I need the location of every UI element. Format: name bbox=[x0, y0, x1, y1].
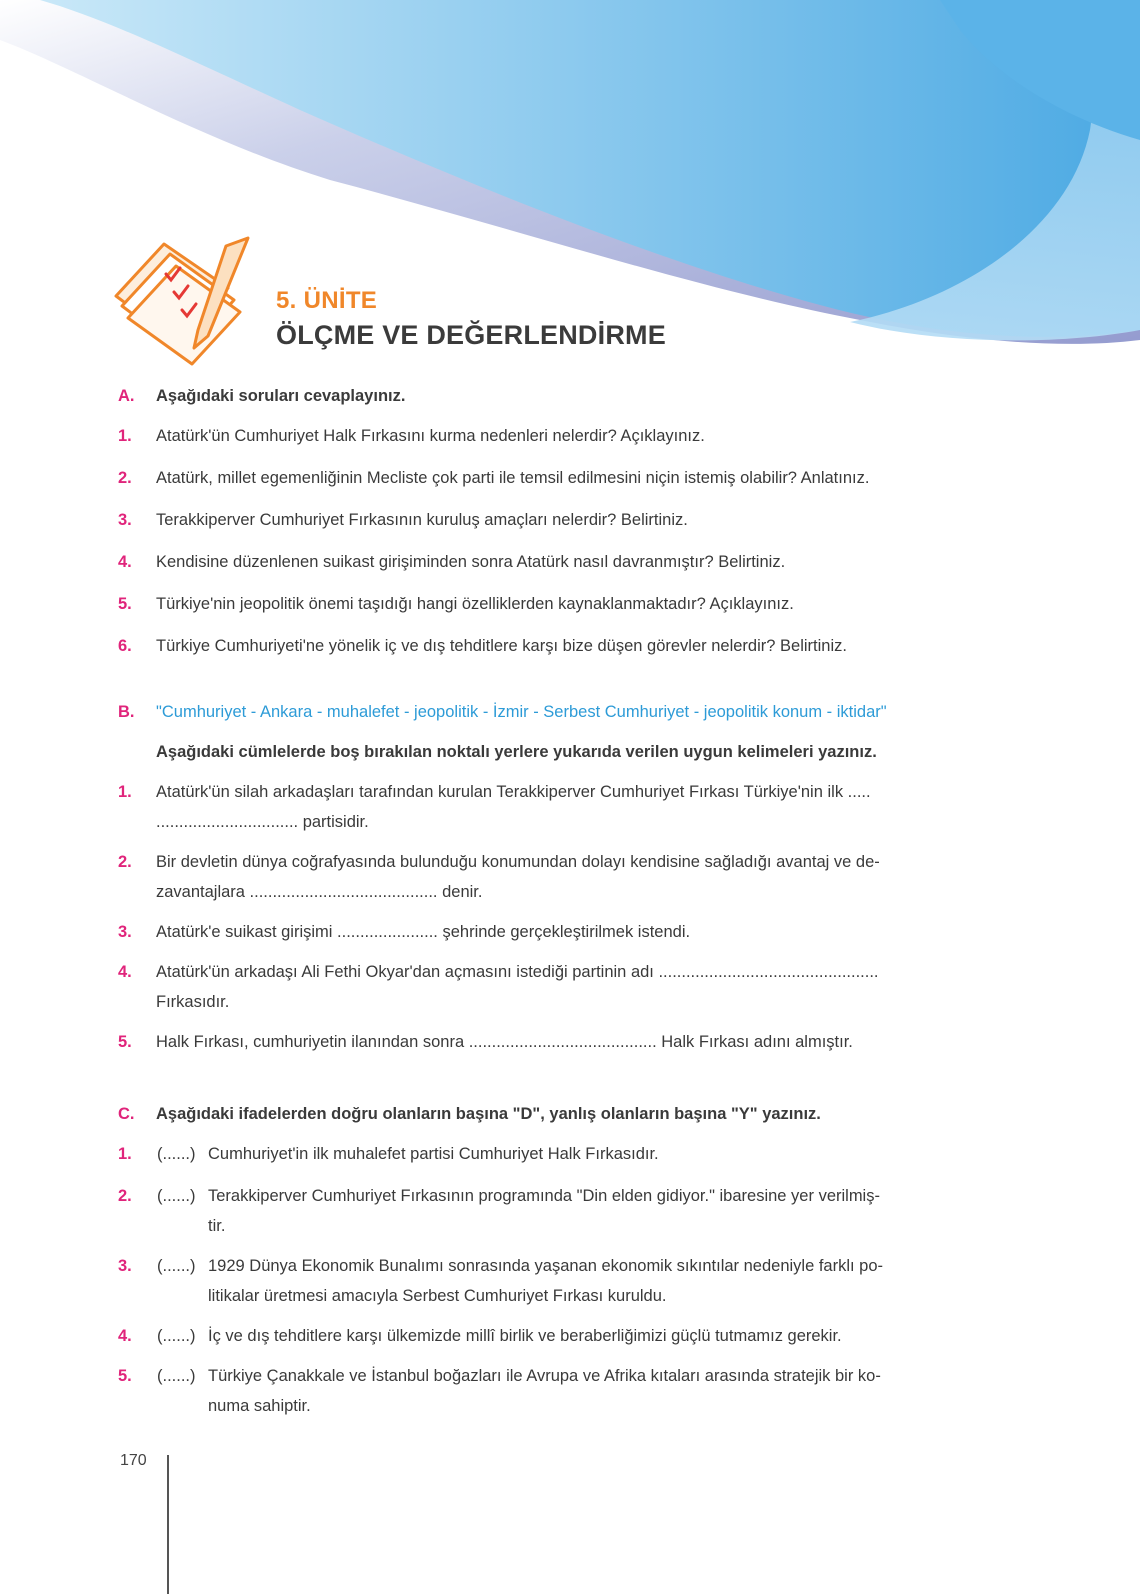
unit-label: 5. ÜNİTE bbox=[276, 287, 378, 314]
item-number: 6. bbox=[118, 637, 132, 655]
item-number: 4. bbox=[118, 1327, 132, 1345]
item-text: litikalar üretmesi amacıyla Serbest Cumhuriyet Fırkası kuruldu. bbox=[208, 1287, 667, 1305]
checklist-pencil-icon bbox=[108, 236, 266, 366]
item-number: 4. bbox=[118, 553, 132, 571]
item-number: 5. bbox=[118, 1367, 132, 1385]
item-text: Halk Fırkası, cumhuriyetin ilanından sonra ......................................... Halk Fırkası adını almıştır. bbox=[156, 1033, 853, 1051]
unit-title: ÖLÇME VE DEĞERLENDİRME bbox=[276, 320, 666, 350]
section-instruction: Aşağıdaki ifadelerden doğru olanların başına "D", yanlış olanların başına "Y" yazınız. bbox=[156, 1105, 821, 1123]
item-number: 5. bbox=[118, 595, 132, 613]
answer-blank: (......) bbox=[157, 1367, 196, 1385]
item-text: Bir devletin dünya coğrafyasında bulunduğu konumundan dolayı kendisine sağladığı avantaj ve de- bbox=[156, 853, 880, 871]
item-number: 4. bbox=[118, 963, 132, 981]
answer-blank: (......) bbox=[157, 1257, 196, 1275]
item-number: 3. bbox=[118, 511, 132, 529]
item-text: Atatürk'e suikast girişimi ...................... şehrinde gerçekleştirilmek istendi. bbox=[156, 923, 691, 941]
item-number: 1. bbox=[118, 783, 132, 801]
item-text: Türkiye'nin jeopolitik önemi taşıdığı hangi özelliklerden kaynaklanmaktadır? Açıklayınız. bbox=[156, 595, 794, 613]
item-text: Atatürk'ün arkadaşı Ali Fethi Okyar'dan açmasını istediği partinin adı ................................................ bbox=[156, 963, 879, 981]
item-text: ............................... partisidir. bbox=[156, 813, 369, 831]
answer-blank: (......) bbox=[157, 1145, 196, 1163]
item-text: Türkiye Cumhuriyeti'ne yönelik iç ve dış tehditlere karşı bize düşen görevler nelerdir? Belirtiniz. bbox=[156, 637, 847, 655]
item-text: 1929 Dünya Ekonomik Bunalımı sonrasında yaşanan ekonomik sıkıntılar nedeniyle farklı po- bbox=[208, 1257, 884, 1275]
section-letter: C. bbox=[118, 1105, 135, 1123]
section-letter: A. bbox=[118, 387, 135, 405]
item-number: 2. bbox=[118, 1187, 132, 1205]
item-text: Kendisine düzenlenen suikast girişiminden sonra Atatürk nasıl davranmıştır? Belirtiniz. bbox=[156, 553, 786, 571]
item-text: Terakkiperver Cumhuriyet Fırkasının kuruluş amaçları nelerdir? Belirtiniz. bbox=[156, 511, 688, 529]
answer-blank: (......) bbox=[157, 1327, 196, 1345]
item-text: Terakkiperver Cumhuriyet Fırkasının programında "Din elden gidiyor." ibaresine yer verilmiş- bbox=[208, 1187, 880, 1205]
item-text: İç ve dış tehditlere karşı ülkemizde millî birlik ve beraberliğimizi güçlü tutmamız gerekir. bbox=[208, 1327, 842, 1345]
item-number: 2. bbox=[118, 469, 132, 487]
section-instruction: Aşağıdaki cümlelerde boş bırakılan noktalı yerlere yukarıda verilen uygun kelimeleri yazınız. bbox=[156, 743, 877, 761]
item-text: Cumhuriyet'in ilk muhalefet partisi Cumhuriyet Halk Fırkasıdır. bbox=[208, 1145, 659, 1163]
answer-blank: (......) bbox=[157, 1187, 196, 1205]
item-number: 3. bbox=[118, 1257, 132, 1275]
item-text: zavantajlara ......................................... denir. bbox=[156, 883, 483, 901]
word-bank: "Cumhuriyet - Ankara - muhalefet - jeopolitik - İzmir - Serbest Cumhuriyet - jeopolitik konum - iktidar" bbox=[156, 703, 887, 721]
item-text: Türkiye Çanakkale ve İstanbul boğazları ile Avrupa ve Afrika kıtaları arasında stratejik bir ko- bbox=[208, 1367, 881, 1385]
item-number: 2. bbox=[118, 853, 132, 871]
item-number: 1. bbox=[118, 427, 132, 445]
section-instruction: Aşağıdaki soruları cevaplayınız. bbox=[156, 387, 406, 405]
item-text: Fırkasıdır. bbox=[156, 993, 230, 1011]
item-number: 3. bbox=[118, 923, 132, 941]
item-text: Atatürk, millet egemenliğinin Mecliste çok parti ile temsil edilmesini niçin istemiş olabilir? Anlatınız. bbox=[156, 469, 870, 487]
page-number: 170 bbox=[120, 1452, 147, 1469]
item-text: tir. bbox=[208, 1217, 226, 1235]
footer-divider bbox=[167, 1455, 169, 1594]
item-number: 1. bbox=[118, 1145, 132, 1163]
item-text: numa sahiptir. bbox=[208, 1397, 311, 1415]
item-text: Atatürk'ün Cumhuriyet Halk Fırkasını kurma nedenleri nelerdir? Açıklayınız. bbox=[156, 427, 705, 445]
section-letter: B. bbox=[118, 703, 135, 721]
item-text: Atatürk'ün silah arkadaşları tarafından kurulan Terakkiperver Cumhuriyet Fırkası Türkiye'nin ilk ..... bbox=[156, 783, 871, 801]
item-number: 5. bbox=[118, 1033, 132, 1051]
